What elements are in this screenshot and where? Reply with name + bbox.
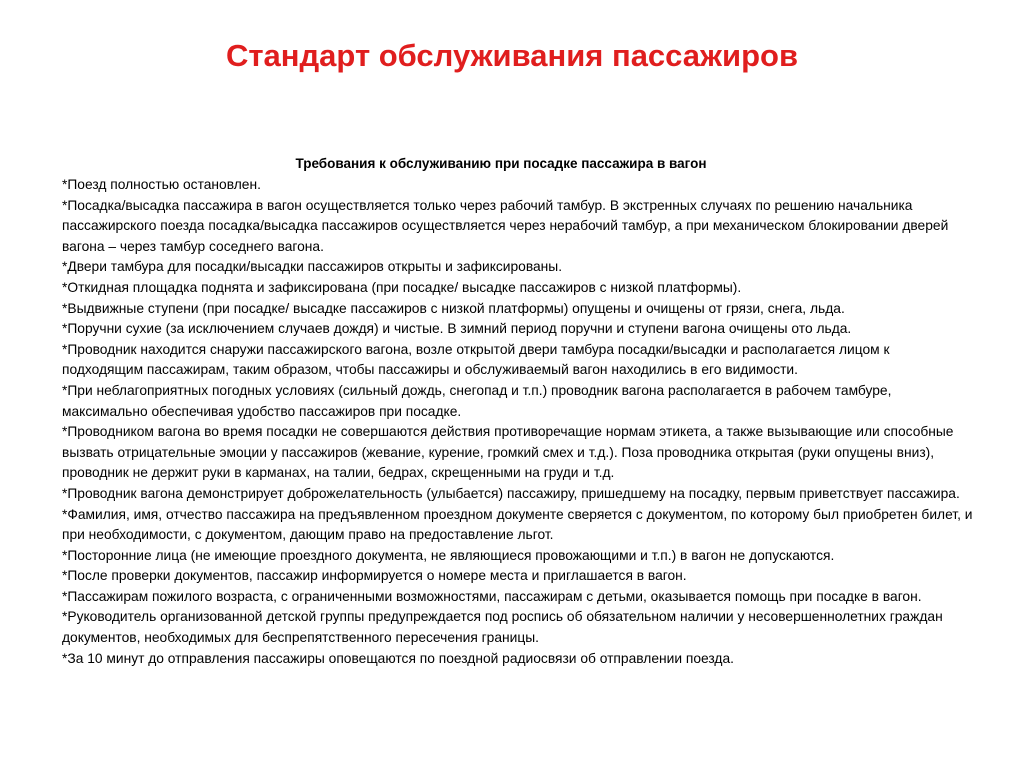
rule-item: *Руководитель организованной детской группы предупреждается под роспись об обязательном наличии у несовершеннолетних граждан документов, необходимых для беспрепятственного пересечения границы. — [62, 609, 943, 646]
section-heading: Требования к обслуживанию при посадке пассажира в вагон — [295, 156, 707, 171]
rule-item: *Фамилия, имя, отчество пассажира на предъявленном проездном документе сверяется с документом, по которому был приобретен билет, и при необходимости, с документом, дающим право на предоставление льгот. — [62, 506, 973, 543]
rule-item: *Откидная площадка поднята и зафиксирована (при посадке/ высадке пассажиров с низкой платформы). — [62, 279, 742, 295]
rules-list — [62, 175, 974, 669]
rule-item: *Пассажирам пожилого возраста, с ограниченными возможностями, пассажирам с детьми, оказывается помощь при посадке в вагон. — [62, 588, 922, 604]
rule-item: *Посторонние лица (не имеющие проездного документа, не являющиеся провожающими и т.п.) в вагон не допускаются. — [62, 547, 835, 563]
rule-item: *Выдвижные ступени (при посадке/ высадке пассажиров с низкой платформы) опущены и очищены от грязи, снега, льда. — [62, 300, 845, 316]
rule-item: *За 10 минут до отправления пассажиры оповещаются по поездной радиосвязи об отправлении поезда. — [62, 650, 734, 666]
rule-item: *После проверки документов, пассажир информируется о номере места и приглашается в вагон. — [62, 568, 687, 584]
rule-item: *Проводник находится снаружи пассажирского вагона, возле открытой двери тамбура посадки/высадки и располагается лицом к подходящим пассажирам, таким образом, чтобы пассажиры и обслуживаемый вагон находились в его видимости. — [62, 341, 890, 378]
rule-item: *Двери тамбура для посадки/высадки пассажиров открыты и зафиксированы. — [62, 259, 563, 275]
rule-item: *Поручни сухие (за исключением случаев дождя) и чистые. В зимний период поручни и ступени вагона очищены ото льда. — [62, 321, 852, 337]
rule-item: *Проводником вагона во время посадки не совершаются действия противоречащие нормам этикета, а также вызывающие или способные вызвать отрицательные эмоции у пассажиров (жевание, курение, громкий смех и т.д.). Поза проводника открытая (руки опущены вниз), проводник не держит руки в карманах, на талии, бедрах, скрещенными на груди и т.д. — [62, 424, 954, 481]
rule-item: *Посадка/высадка пассажира в вагон осуществляется только через рабочий тамбур. В экстренных случаях по решению начальника пассажирского поезда посадка/высадка пассажиров осуществляется через нерабочий тамбур, а при механическом блокировании дверей вагона – через тамбур соседнего вагона. — [62, 197, 949, 254]
rule-item: *Поезд полностью остановлен. — [62, 177, 261, 192]
slide-title: Стандарт обслуживания пассажиров — [225, 38, 799, 73]
rule-item: *Проводник вагона демонстрирует доброжелательность (улыбается) пассажиру, пришедшему на посадку, первым приветствует пассажира. — [62, 485, 960, 501]
rule-item: *При неблагоприятных погодных условиях (сильный дождь, снегопад и т.п.) проводник вагона располагается в рабочем тамбуре, максимально обеспечивая удобство пассажиров при посадке. — [62, 382, 892, 419]
